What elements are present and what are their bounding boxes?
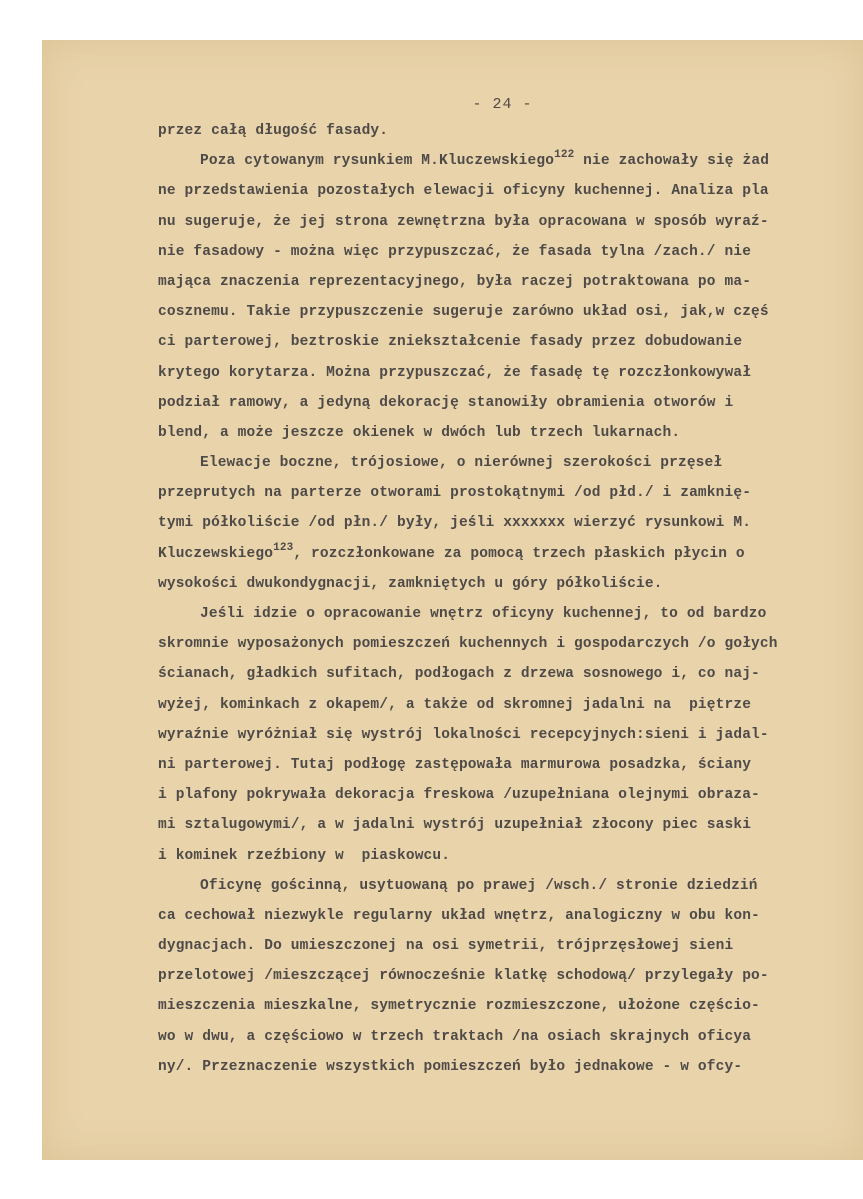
text-line — [158, 176, 858, 206]
text-line-content: skromnie wyposażonych pomieszczeń kuchennych i gospodarczych /o gołych — [158, 636, 778, 653]
text-line — [158, 961, 858, 991]
text-line-content: Jeśli idzie o opracowanie wnętrz oficyny kuchennej, to od bardzo — [200, 606, 767, 622]
text-line — [158, 569, 858, 599]
text-line-content: Elewacje boczne, trójosiowe, o nierównej szerokości przęseł — [200, 455, 723, 472]
text-line-content: ni parterowej. Tutaj podłogę zastępowała marmurowa posadzka, ściany — [158, 756, 752, 773]
text-line — [158, 478, 858, 508]
text-line — [158, 720, 858, 750]
text-line-content: Kluczewskiego — [158, 545, 274, 562]
document-page — [42, 40, 863, 1160]
text-line — [158, 599, 858, 629]
text-line-content: ca cechował niezwykle regularny układ wnętrz, analogiczny w obu kon- — [158, 907, 760, 924]
text-line-content: mieszczenia mieszkalne, symetrycznie rozmieszczone, ułożone częścio- — [158, 998, 760, 1015]
text-line — [158, 871, 858, 901]
text-line — [158, 1022, 858, 1052]
text-line — [158, 116, 858, 146]
text-line-content: ścianach, gładkich sufitach, podłogach z drzewa sosnowego i, co naj- — [158, 666, 760, 683]
text-line-content: wyżej, kominkach z okapem/, a także od skromnej jadalni na piętrze — [158, 696, 752, 713]
text-line-content: tymi półkoliście /od płn./ były, jeśli xxxxxxx wierzyć rysunkowi M. — [158, 515, 752, 532]
footnote-ref: 123 — [273, 541, 294, 554]
text-line — [158, 539, 858, 569]
text-line-content: blend, a może jeszcze okienek w dwóch lub trzech lukarnach. — [158, 424, 681, 441]
text-line-content: mi sztalugowymi/, a w jadalni wystrój uzupełniał złocony piec saski — [158, 817, 752, 834]
text-line-content: nu sugeruje, że jej strona zewnętrzna była opracowana w sposób wyraź- — [158, 213, 769, 230]
text-line — [158, 750, 858, 780]
text-line — [158, 388, 858, 418]
text-line-content: przez całą długość fasady. — [158, 123, 389, 139]
text-line-content: wo w dwu, a częściowo w trzech traktach /na osiach skrajnych oficya — [158, 1028, 752, 1045]
text-line — [158, 146, 858, 176]
text-line-content: krytego korytarza. Można przypuszczać, że fasadę tę rozczłonkowywał — [158, 364, 752, 381]
text-line-content: dygnacjach. Do umieszczonej na osi symetrii, trójprzęsłowej sieni — [158, 938, 734, 955]
text-line-content: i plafony pokrywała dekoracja freskowa /uzupełniana olejnymi obraza- — [158, 787, 760, 804]
text-line — [158, 327, 858, 357]
text-line — [158, 1052, 858, 1082]
body-text — [158, 116, 858, 1082]
text-line-content: ci parterowej, beztroskie zniekształcenie fasady przez dobudowanie — [158, 334, 743, 351]
text-line-content: Oficynę gościnną, usytuowaną po prawej /wsch./ stronie dziedziń — [200, 877, 758, 894]
text-line-content: przelotowej /mieszczącej równocześnie klatkę schodową/ przylegały po- — [158, 968, 769, 985]
text-line-content: podział ramowy, a jedyną dekorację stanowiły obramienia otworów i — [158, 394, 734, 411]
text-line-continuation: nie zachowały się żad — [574, 153, 770, 170]
text-line-content: wysokości dwukondygnacji, zamkniętych u góry półkoliście. — [158, 575, 663, 592]
text-line-content: Poza cytowanym rysunkiem M.Kluczewskiego — [200, 153, 555, 170]
text-line — [158, 780, 858, 810]
text-line-continuation: , rozczłonkowane za pomocą trzech płaskich płycin o — [293, 545, 745, 562]
footnote-ref: 122 — [554, 149, 575, 162]
text-line — [158, 931, 858, 961]
text-line-content: mająca znaczenia reprezentacyjnego, była raczej potraktowana po ma- — [158, 273, 752, 290]
text-line — [158, 508, 858, 538]
text-line — [158, 659, 858, 689]
text-line — [158, 810, 858, 840]
text-line-content: i kominek rzeźbiony w piaskowcu. — [158, 847, 451, 864]
text-line-content: wyraźnie wyróżniał się wystrój lokalności recepcyjnych:sieni i jadal- — [158, 726, 769, 743]
text-line — [158, 901, 858, 931]
page-number: - 24 - — [472, 96, 533, 113]
text-line-content: nie fasadowy - można więc przypuszczać, że fasada tylna /zach./ nie — [158, 243, 752, 260]
text-line — [158, 297, 858, 327]
text-line-content: przeprutych na parterze otworami prostokątnymi /od płd./ i zamknię- — [158, 485, 752, 502]
text-line — [158, 237, 858, 267]
text-line — [158, 841, 858, 871]
text-line-content: ne przedstawienia pozostałych elewacji oficyny kuchennej. Analiza pla — [158, 183, 769, 200]
text-line — [158, 358, 858, 388]
text-line — [158, 207, 858, 237]
text-line — [158, 267, 858, 297]
text-line — [158, 690, 858, 720]
text-line-content: ny/. Przeznaczenie wszystkich pomieszczeń było jednakowe - w ofcy- — [158, 1058, 743, 1075]
text-line-content: cosznemu. Takie przypuszczenie sugeruje zarówno układ osi, jak,w częś — [158, 304, 769, 321]
text-line — [158, 418, 858, 448]
text-line — [158, 629, 858, 659]
text-line — [158, 991, 858, 1021]
text-line — [158, 448, 858, 478]
